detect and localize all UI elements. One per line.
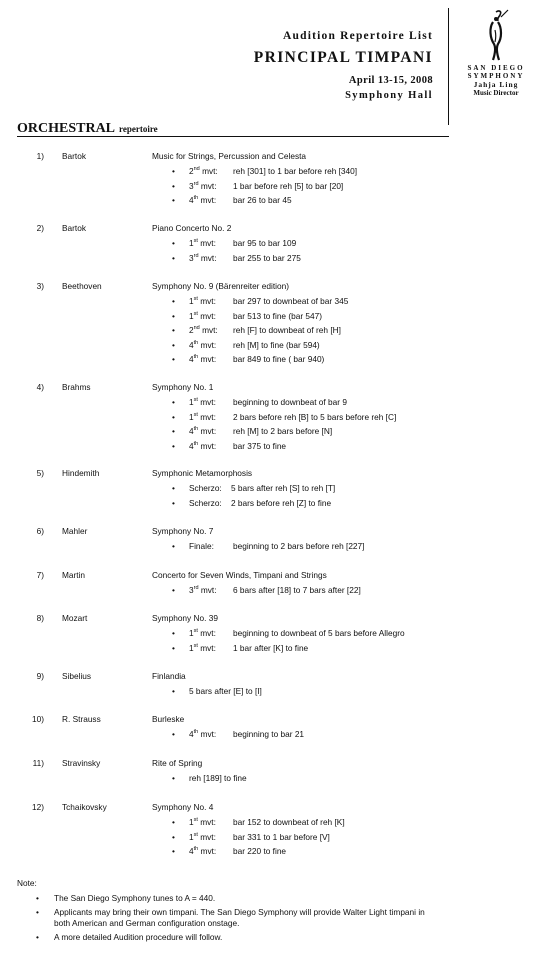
section-title-sub: repertoire xyxy=(119,124,158,134)
movement-name: mvt: xyxy=(200,817,216,827)
excerpt-description: bar 849 to fine ( bar 940) xyxy=(233,354,325,364)
movement-name: mvt: xyxy=(200,397,216,407)
bullet-icon: • xyxy=(172,238,175,248)
logo-line-symphony: SYMPHONY xyxy=(467,72,525,80)
section-divider xyxy=(17,136,449,137)
movement-label xyxy=(189,832,216,842)
work-title: Music for Strings, Percussion and Celesta xyxy=(152,151,307,161)
excerpt-description: 5 bars after reh [S] to reh [T] xyxy=(231,483,336,493)
symphony-logo xyxy=(458,8,534,97)
movement-label xyxy=(189,817,216,827)
movement-name: mvt: xyxy=(200,729,217,739)
note-text: Applicants may bring their own timpani. The San Diego Symphony will provide Walter Light timpani in both American and German configuration onstage. xyxy=(54,907,425,928)
movement-label xyxy=(189,441,216,451)
movement-ordinal: 4 xyxy=(189,729,194,739)
excerpt-description: reh [M] to fine (bar 594) xyxy=(233,339,320,350)
movement-ordinal: 1 xyxy=(189,238,194,248)
bullet-icon: • xyxy=(36,932,39,942)
movement-ordinal-suffix: th xyxy=(193,195,199,202)
composer-name: R. Strauss xyxy=(62,714,101,724)
item-number: 9) xyxy=(36,671,44,681)
item-number: 11) xyxy=(32,758,44,768)
movement-label xyxy=(189,643,216,653)
conductor-figure-icon xyxy=(481,8,511,62)
movement-name: mvt: xyxy=(200,411,216,422)
header-block xyxy=(254,30,433,101)
excerpt-description: bar 26 to bar 45 xyxy=(233,195,292,205)
movement-label xyxy=(189,412,216,422)
bullet-icon: • xyxy=(172,831,175,842)
bullet-icon: • xyxy=(172,180,175,191)
section-title-main: ORCHESTRAL xyxy=(17,121,116,136)
movement-ordinal-suffix: rd xyxy=(193,180,199,187)
movement-ordinal: 4 xyxy=(189,339,194,350)
movement-name: mvt: xyxy=(200,354,217,364)
excerpt-description: bar 297 to downbeat of bar 345 xyxy=(233,296,349,306)
movement-ordinal: 1 xyxy=(189,397,194,407)
bullet-icon: • xyxy=(172,846,175,856)
excerpt-description: reh [301] to 1 bar before reh [340] xyxy=(233,166,358,176)
movement-label xyxy=(189,238,216,248)
movement-name: mvt: xyxy=(200,296,216,306)
movement-name: mvt: xyxy=(200,831,216,842)
bullet-icon: • xyxy=(172,195,175,205)
movement-ordinal-suffix: rd xyxy=(193,252,199,259)
item-number: 3) xyxy=(36,281,44,291)
movement-ordinal-suffix: th xyxy=(193,729,199,736)
item-number: 10) xyxy=(32,714,44,724)
movement-label xyxy=(189,354,216,364)
logo-line-san-diego: SAN DIEGO xyxy=(467,64,525,72)
movement-ordinal: 2 xyxy=(189,166,194,176)
bullet-icon: • xyxy=(172,339,175,350)
note-label: Note: xyxy=(17,878,37,888)
movement-ordinal: 1 xyxy=(189,628,194,638)
movement-ordinal-suffix: st xyxy=(193,238,198,245)
work-title: Symphony No. 9 (Bärenreiter edition) xyxy=(152,281,289,291)
bullet-icon: • xyxy=(36,907,39,917)
work-title: Symphonic Metamorphosis xyxy=(152,468,253,478)
movement-label xyxy=(189,166,218,176)
movement-label xyxy=(189,729,216,739)
movement-ordinal: 1 xyxy=(189,310,194,321)
bullet-icon: • xyxy=(172,440,175,451)
movement-ordinal-suffix: th xyxy=(193,426,199,433)
movement-ordinal: 3 xyxy=(189,180,194,191)
movement-ordinal: 4 xyxy=(189,846,194,856)
movement-ordinal: 3 xyxy=(189,252,194,263)
bullet-icon: • xyxy=(172,541,175,551)
excerpt-description: bar 331 to 1 bar before [V] xyxy=(233,831,330,842)
item-number: 4) xyxy=(36,382,44,392)
movement-ordinal: 1 xyxy=(189,817,194,827)
movement-name: mvt: xyxy=(200,628,216,638)
logo-line-director-title: Music Director xyxy=(473,89,519,97)
item-number: 5) xyxy=(36,468,44,478)
movement-name: Finale: xyxy=(189,541,214,551)
excerpt-description: bar 220 to fine xyxy=(233,846,287,856)
movement-ordinal: 4 xyxy=(189,426,194,436)
excerpt-description: bar 152 to downbeat of reh [K] xyxy=(233,817,345,827)
composer-name: Sibelius xyxy=(62,671,92,681)
movement-name: mvt: xyxy=(202,166,218,176)
movement-name: mvt: xyxy=(200,195,217,205)
excerpt-description: beginning to 2 bars before reh [227] xyxy=(233,541,365,551)
work-title: Symphony No. 39 xyxy=(152,613,218,623)
excerpt-description: 2 bars before reh [B] to 5 bars before reh [C] xyxy=(233,411,397,422)
movement-name: mvt: xyxy=(200,585,217,595)
note-text: The San Diego Symphony tunes to A = 440. xyxy=(54,893,216,903)
work-title: Concerto for Seven Winds, Timpani and Strings xyxy=(152,570,327,580)
movement-label xyxy=(189,498,222,508)
movement-ordinal-suffix: nd xyxy=(193,166,200,173)
movement-name: mvt: xyxy=(200,180,217,191)
movement-name: Scherzo: xyxy=(189,497,222,508)
bullet-icon: • xyxy=(172,354,175,364)
movement-label xyxy=(189,340,216,350)
movement-label xyxy=(189,585,217,595)
movement-label xyxy=(189,195,216,205)
movement-ordinal-suffix: st xyxy=(193,411,198,418)
composer-name: Mozart xyxy=(62,613,88,623)
movement-label xyxy=(189,325,218,335)
movement-ordinal: 1 xyxy=(189,831,194,842)
audition-dates: April 13-15, 2008 xyxy=(348,75,433,86)
excerpt-description: 5 bars after [E] to [I] xyxy=(189,686,262,696)
movement-ordinal-suffix: st xyxy=(193,831,198,838)
excerpt-description: reh [189] to fine xyxy=(189,773,247,783)
movement-ordinal-suffix: st xyxy=(193,296,198,303)
bullet-icon: • xyxy=(172,397,175,407)
movement-name: mvt: xyxy=(200,642,216,653)
bullet-icon: • xyxy=(172,325,175,335)
bullet-icon: • xyxy=(172,642,175,653)
excerpt-description: bar 255 to bar 275 xyxy=(233,252,301,263)
item-number: 8) xyxy=(36,613,44,623)
logo-line-director-name: Jahja Ling xyxy=(473,80,519,89)
movement-name: mvt: xyxy=(200,426,217,436)
excerpt-description: beginning to downbeat of 5 bars before Allegro xyxy=(233,628,405,638)
movement-ordinal-suffix: st xyxy=(193,397,198,404)
composer-name: Stravinsky xyxy=(62,758,101,768)
composer-name: Bartok xyxy=(62,151,86,161)
bullet-icon: • xyxy=(172,166,175,176)
work-title: Symphony No. 7 xyxy=(152,526,214,536)
work-title: Symphony No. 4 xyxy=(152,802,214,812)
composer-name: Bartok xyxy=(62,223,86,233)
movement-label xyxy=(189,311,216,321)
item-number: 7) xyxy=(36,570,44,580)
movement-ordinal: 4 xyxy=(189,440,194,451)
excerpt-description: 2 bars before reh [Z] to fine xyxy=(231,497,332,508)
movement-label xyxy=(189,541,214,551)
bullet-icon: • xyxy=(172,817,175,827)
composer-name: Martin xyxy=(62,570,86,580)
excerpt-description: 6 bars after [18] to 7 bars after [22] xyxy=(233,585,361,595)
movement-label xyxy=(189,628,216,638)
bullet-icon: • xyxy=(172,296,175,306)
excerpt-description: bar 513 to fine (bar 547) xyxy=(233,310,323,321)
movement-name: mvt: xyxy=(202,325,218,335)
bullet-icon: • xyxy=(172,585,175,595)
excerpt-description: 1 bar before reh [5] to bar [20] xyxy=(233,180,344,191)
movement-ordinal: 1 xyxy=(189,296,194,306)
movement-label xyxy=(189,253,217,263)
bullet-icon: • xyxy=(172,686,175,696)
movement-ordinal-suffix: th xyxy=(193,354,199,361)
page-title: PRINCIPAL TIMPANI xyxy=(253,49,433,66)
audition-venue: Symphony Hall xyxy=(345,90,433,101)
movement-ordinal-suffix: st xyxy=(193,642,198,649)
movement-ordinal-suffix: th xyxy=(193,440,199,447)
item-number: 12) xyxy=(32,802,44,812)
bullet-icon: • xyxy=(172,773,175,783)
excerpt-description: reh [F] to downbeat of reh [H] xyxy=(233,325,341,335)
movement-name: mvt: xyxy=(200,238,216,248)
header-divider xyxy=(448,8,449,125)
note-text: A more detailed Audition procedure will follow. xyxy=(54,932,223,942)
movement-ordinal: 1 xyxy=(189,411,194,422)
movement-name: mvt: xyxy=(200,310,216,321)
item-number: 1) xyxy=(36,151,44,161)
item-number: 2) xyxy=(36,223,44,233)
movement-name: Scherzo: xyxy=(189,483,222,493)
movement-ordinal: 2 xyxy=(189,325,194,335)
bullet-icon: • xyxy=(172,252,175,263)
movement-ordinal-suffix: rd xyxy=(193,585,199,592)
movement-ordinal: 4 xyxy=(189,195,194,205)
movement-label xyxy=(189,426,216,436)
item-number: 6) xyxy=(36,526,44,536)
movement-label xyxy=(189,846,216,856)
movement-ordinal-suffix: st xyxy=(193,817,198,824)
excerpt-description: reh [M] to 2 bars before [N] xyxy=(233,426,333,436)
movement-name: mvt: xyxy=(200,440,217,451)
movement-name: mvt: xyxy=(200,846,217,856)
excerpt-description: 1 bar after [K] to fine xyxy=(233,642,309,653)
composer-name: Hindemith xyxy=(62,468,100,478)
movement-ordinal: 1 xyxy=(189,642,194,653)
work-title: Burleske xyxy=(152,714,185,724)
movement-name: mvt: xyxy=(200,339,217,350)
bullet-icon: • xyxy=(172,628,175,638)
work-title: Piano Concerto No. 2 xyxy=(152,223,232,233)
work-title: Finlandia xyxy=(152,671,186,681)
bullet-icon: • xyxy=(172,310,175,321)
movement-ordinal-suffix: st xyxy=(193,628,198,635)
excerpt-description: beginning to downbeat of bar 9 xyxy=(233,397,347,407)
excerpt-description: bar 95 to bar 109 xyxy=(233,238,297,248)
work-title: Rite of Spring xyxy=(152,758,203,768)
movement-name: mvt: xyxy=(200,252,217,263)
bullet-icon: • xyxy=(172,483,175,493)
movement-ordinal-suffix: st xyxy=(193,310,198,317)
composer-name: Mahler xyxy=(62,526,88,536)
movement-ordinal: 3 xyxy=(189,585,194,595)
composer-name: Tchaikovsky xyxy=(62,802,107,812)
bullet-icon: • xyxy=(172,411,175,422)
section-title xyxy=(17,119,158,137)
movement-ordinal-suffix: nd xyxy=(193,325,200,332)
movement-ordinal: 4 xyxy=(189,354,194,364)
composer-name: Brahms xyxy=(62,382,91,392)
bullet-icon: • xyxy=(172,729,175,739)
work-title: Symphony No. 1 xyxy=(152,382,214,392)
excerpt-description: beginning to bar 21 xyxy=(233,729,305,739)
composer-name: Beethoven xyxy=(62,281,102,291)
excerpt-description: bar 375 to fine xyxy=(233,440,287,451)
bullet-icon: • xyxy=(36,893,39,903)
bullet-icon: • xyxy=(172,497,175,508)
movement-label xyxy=(189,397,216,407)
movement-label xyxy=(189,181,217,191)
bullet-icon: • xyxy=(172,426,175,436)
movement-ordinal-suffix: th xyxy=(193,846,199,853)
movement-label xyxy=(189,296,216,306)
header-subtitle: Audition Repertoire List xyxy=(283,30,433,42)
movement-label xyxy=(189,483,222,493)
movement-ordinal-suffix: th xyxy=(193,339,199,346)
